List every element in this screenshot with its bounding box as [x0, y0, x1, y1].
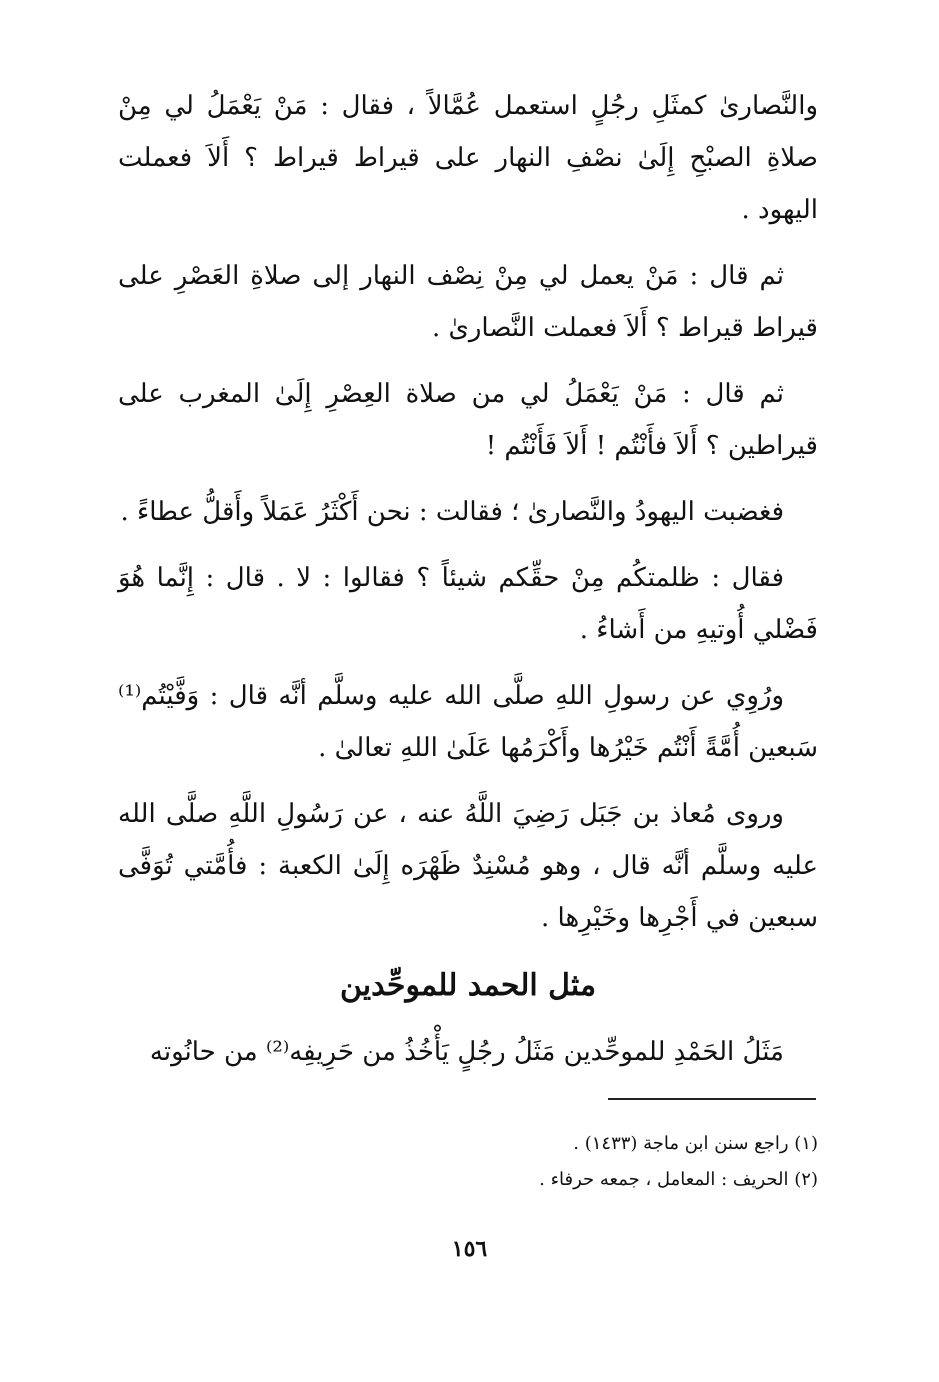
paragraph-7: وروى مُعاذ بن جَبَل رَضِيَ اللَّهُ عنه ، عن رَسُولِ اللَّهِ صلَّى الله عليه وسلَّم أنَّه قال ، وهو مُسْنِدٌ ظَهْرَه إِلَىٰ الكعبة : فأُمَّتي تُوَفَّى سبعين في أَجْرِها وخَيْرِها . [118, 799, 818, 933]
main-text [118, 80, 818, 958]
paragraph-2: ثم قال : مَنْ يعمل لي مِنْ نِصْف النهار إلى صلاةِ العَصْرِ على قيراط قيراط ؟ أَلاَ فعملت النَّصارىٰ . [118, 261, 818, 343]
paragraph-1: والنَّصارىٰ كمثَلِ رجُلٍ استعمل عُمَّالاً ، فقال : مَنْ يَعْمَلُ لي مِنْ صلاةِ الصبْحِ إِلَىٰ نصْفِ النهار على قيراط قيراط ؟ أَلاَ فعملت اليهود . [118, 91, 818, 225]
section-paragraph: مَثَلُ الحَمْدِ للموحِّدين مَثَلُ رجُلٍ يَأْخُذُ من حَرِيفِه⁽²⁾ من حانُوته [149, 1037, 784, 1067]
footnotes [118, 1126, 818, 1198]
section-heading: مثل الحمد للموحِّدين [339, 968, 597, 1003]
footnote-1: (١) راجع سنن ابن ماجة (١٤٣٣) . [573, 1133, 818, 1154]
paragraph-5: فقال : ظلمتكُم مِنْ حقِّكم شيئاً ؟ فقالوا : لا . قال : إِنَّما هُوَ فَضْلي أُوتيهِ من أَشاءُ . [118, 563, 818, 645]
page-number: ١٥٦ [451, 1236, 488, 1262]
paragraph-3: ثم قال : مَنْ يَعْمَلُ لي من صلاة العِصْرِ إِلَىٰ المغرب على قيراطين ؟ أَلاَ فأَنْتُم ! أَلاَ فَأَنْتُم ! [118, 379, 818, 461]
paragraph-4: فغضبت اليهودُ والنَّصارىٰ ؛ فقالت : نحن أَكْثَرُ عَمَلاً وأَقلُّ عطاءً . [120, 497, 784, 527]
footnote-divider [608, 1098, 816, 1100]
footnote-2: (٢) الحريف : المعامل ، جمعه حرفاء . [539, 1169, 818, 1190]
paragraph-6: ورُوِي عن رسولِ اللهِ صلَّى الله عليه وسلَّم أنَّه قال : وَفَّيْتُم⁽¹⁾ سَبعين أُمَّةً أَنْتُم خَيْرُها وأَكْرَمُها عَلَىٰ اللهِ تعالىٰ . [118, 681, 818, 763]
